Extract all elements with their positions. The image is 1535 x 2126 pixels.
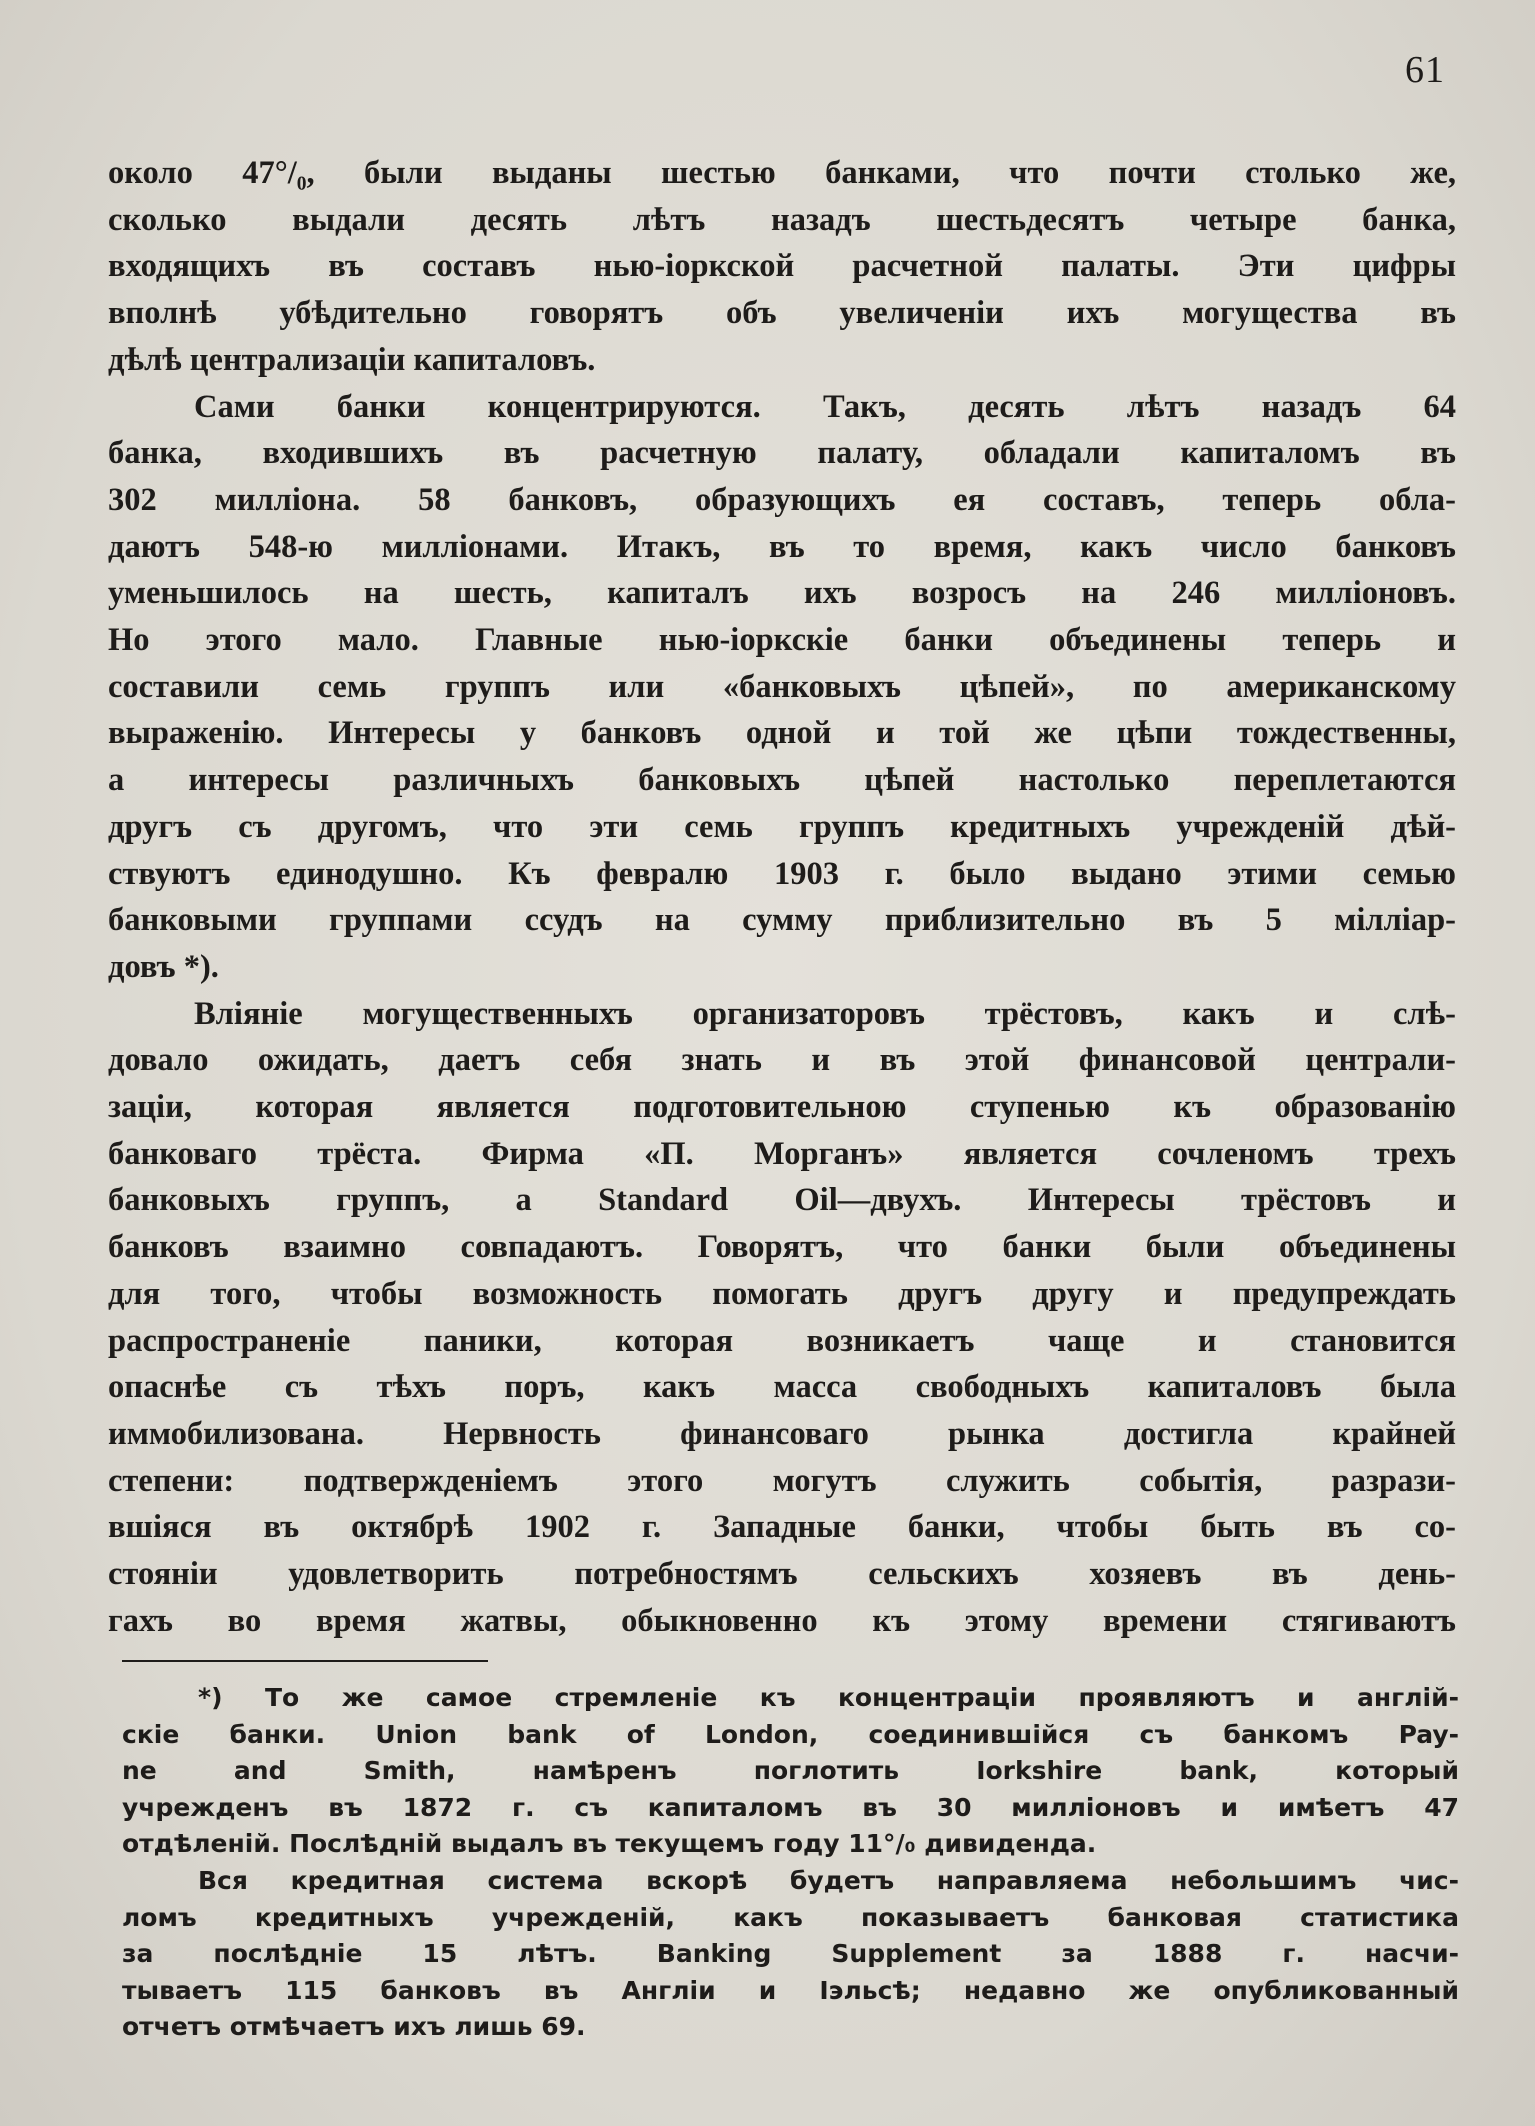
text-line: стояніи удовлетворить потребностямъ сельскихъ хозяевъ въ день-: [108, 1556, 1456, 1593]
text-line: довало ожидать, даетъ себя знать и въ этой финансовой централи-: [108, 1042, 1456, 1079]
footnote-1: [122, 1680, 1459, 1863]
footnote-2: [122, 1863, 1459, 2046]
text-line: Вліяніе могущественныхъ организаторовъ трёстовъ, какъ и слѣ-: [194, 995, 1456, 1032]
text-line: сколько выдали десять лѣтъ назадъ шестьдесятъ четыре банка,: [108, 201, 1456, 238]
footnote-line: тываетъ 115 банковъ въ Англіи и Іэльсѣ; недавно же опубликованный: [122, 1975, 1459, 2005]
text-line: для того, чтобы возможность помогать другъ другу и предупреждать: [108, 1275, 1456, 1312]
text-line: составили семь группъ или «банковыхъ цѣпей», по американскому: [108, 668, 1456, 705]
text-line: степени: подтвержденіемъ этого могутъ служить событія, разрази-: [108, 1462, 1456, 1499]
text-line: дѣлѣ централизаціи капиталовъ.: [108, 341, 596, 378]
main-text: [108, 150, 1456, 1645]
paragraph-2: [108, 384, 1456, 991]
text-line: входящихъ въ составъ нью-іоркской расчетной палаты. Эти цифры: [108, 248, 1456, 285]
page-number: 61: [1405, 49, 1445, 91]
text-line: ствуютъ единодушно. Къ февралю 1903 г. было выдано этими семью: [108, 855, 1456, 892]
text-line: 302 милліона. 58 банковъ, образующихъ ея составъ, теперь обла-: [108, 481, 1456, 518]
text-line: банковаго трёста. Фирма «П. Морганъ» является сочленомъ трехъ: [108, 1135, 1456, 1172]
text-line: другъ съ другомъ, что эти семь группъ кредитныхъ учрежденій дѣй-: [108, 808, 1456, 845]
text-line: выраженію. Интересы у банковъ одной и той же цѣпи тождественны,: [108, 715, 1456, 752]
footnote-line: за послѣдніе 15 лѣтъ. Banking Supplement за 1888 г. насчи-: [122, 1939, 1459, 1969]
text-line: а интересы различныхъ банковыхъ цѣпей настолько переплетаются: [108, 762, 1456, 799]
footnote-line: скіе банки. Union bank of London, соединившійся съ банкомъ Pay-: [122, 1719, 1459, 1749]
text-line: вшіяся въ октябрѣ 1902 г. Западные банки, чтобы быть въ со-: [108, 1509, 1456, 1546]
footnote-line: *) То же самое стремленіе къ концентраціи проявляютъ и англій-: [198, 1683, 1459, 1712]
footnote-divider: [122, 1660, 488, 1662]
footnote-line: отчетъ отмѣчаетъ ихъ лишь 69.: [122, 2012, 586, 2042]
text-line: уменьшилось на шесть, капиталъ ихъ возросъ на 246 милліоновъ.: [108, 575, 1456, 612]
footnote-reference-line: довъ *).: [108, 948, 219, 985]
text-line: банковыхъ группъ, а Standard Oil—двухъ. Интересы трёстовъ и: [108, 1182, 1456, 1219]
footnote-line: ne and Smith, намѣренъ поглотить Iorkshire bank, который: [122, 1756, 1459, 1786]
footnotes: [122, 1680, 1459, 2046]
footnote-line: Вся кредитная система вскорѣ будетъ направляема небольшимъ чис-: [198, 1865, 1459, 1895]
text-line: распространеніе паники, которая возникаетъ чаще и становится: [108, 1322, 1456, 1359]
text-line: Но этого мало. Главные нью-іоркскіе банки объединены теперь и: [108, 622, 1456, 659]
text-line: иммобилизована. Нервность финансоваго рынка достигла крайней: [108, 1415, 1456, 1452]
text-line: банковыми группами ссудъ на сумму приблизительно въ 5 мілліар-: [108, 902, 1456, 939]
paragraph-3: [108, 991, 1456, 1645]
text-line: банка, входившихъ въ расчетную палату, обладали капиталомъ въ: [108, 435, 1456, 472]
footnote-line: учрежденъ въ 1872 г. съ капиталомъ въ 30 милліоновъ и имѣетъ 47: [122, 1792, 1459, 1822]
text-line: около 47°/₀, были выданы шестью банками, что почти столько же,: [108, 155, 1456, 191]
text-line: вполнѣ убѣдительно говорятъ объ увеличеніи ихъ могущества въ: [108, 295, 1456, 332]
text-line: банковъ взаимно совпадаютъ. Говорятъ, что банки были объединены: [108, 1229, 1456, 1266]
footnote-line: ломъ кредитныхъ учрежденій, какъ показываетъ банковая статистика: [122, 1902, 1459, 1932]
text-line: заціи, которая является подготовительною ступенью къ образованію: [108, 1089, 1456, 1126]
text-line: гахъ во время жатвы, обыкновенно къ этому времени стягиваютъ: [108, 1602, 1456, 1639]
paragraph-1: [108, 150, 1456, 384]
text-line: даютъ 548-ю милліонами. Итакъ, въ то время, какъ число банковъ: [108, 528, 1456, 565]
footnote-line: отдѣленій. Послѣдній выдалъ въ текущемъ году 11°/₀ дивиденда.: [122, 1829, 1097, 1859]
text-line: опаснѣе съ тѣхъ поръ, какъ масса свободныхъ капиталовъ была: [108, 1369, 1456, 1406]
text-line: Сами банки концентрируются. Такъ, десять лѣтъ назадъ 64: [194, 388, 1456, 425]
